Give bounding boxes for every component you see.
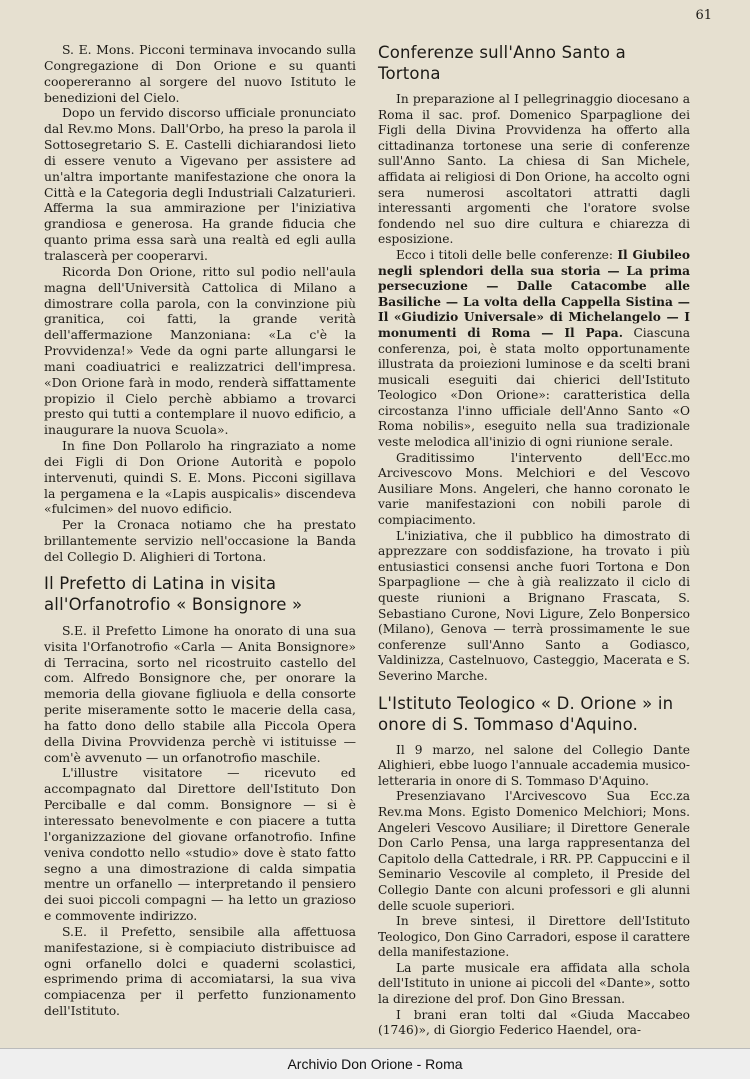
paragraph: In fine Don Pollarolo ha ringraziato a nome dei Figli di Don Orione Autorità e popolo intervenuti, quindi S. E. Mons. Picconi sigillava la pergamena e la «Lapis auspicalis» discendeva «fulcimen» del nuovo edificio. (44, 438, 356, 517)
conference-titles: Il Giubileo negli splendori della sua storia — La prima persecuzione — Dalle Catacombe alle Basiliche — La volta della Cappella Sistina — Il «Giudizio Universale» di Michelangelo — I monumenti di Roma — Il Papa. (378, 247, 691, 340)
paragraph: L'iniziativa, che il pubblico ha dimostrato di apprezzare con soddisfazione, ha trovato i più entusiastici consensi anche fuori Tortona e Don Sparpaglione — che à già realizzato il ciclo di queste riunioni a Brignano Frascata, S. Sebastiano Curone, Novi Ligure, Zelo Bonpersico (Milano), Genova — terrà prossimamente le sue conferenze sull'Anno Santo a Godiasco, Valdinizza, Castelnuovo, Casteggio, Macerata e S. Severino Marche. (378, 528, 690, 683)
paragraph: S.E. il Prefetto, sensibile alla affettuosa manifestazione, si è compiaciuto distribuisce ad ogni orfanello dolci e quaderni scolastici, esprimendo prima di accomiatarsi, la sua viva compiacenza per il perfetto funzionamento dell'Istituto. (44, 923, 356, 1019)
paragraph: S. E. Mons. Picconi terminava invocando sulla Congregazione di Don Orione e su quanti coopereranno al sorgere del nuovo Istituto le benedizioni del Cielo. (44, 42, 356, 105)
article-heading-conferenze: Conferenze sull'Anno Santo a Tortona (378, 43, 626, 83)
article-heading-prefetto: Il Prefetto di Latina in visita all'Orfanotrofio « Bonsignore » (44, 573, 303, 614)
paragraph: Il 9 marzo, nel salone del Collegio Dante Alighieri, ebbe luogo l'annuale accademia musico-letteraria in onore di S. Tommaso D'Aquino. (378, 742, 690, 788)
paragraph-conference-titles (378, 248, 690, 451)
right-column (378, 42, 690, 1039)
paragraph: L'illustre visitatore — ricevuto ed accompagnato dal Direttore dell'Istituto Don Perciballe e dal comm. Bonsignore — si è interessato benevolmente e con piacere a tutta l'organizzazione del giovane orfanotrofio. Infine veniva condotto nello «studio» dove è stato fatto segno a una dimostrazione di calda simpatia mentre un orfanello — interpretando il pensiero dei suoi piccoli compagni — ha letto un grazioso e commovente indirizzo. (44, 765, 356, 924)
archive-footer: Archivio Don Orione - Roma (0, 1048, 750, 1079)
paragraph: Graditissimo l'intervento dell'Ecc.mo Arcivescovo Mons. Melchiori e del Vescovo Ausiliare Mons. Angeleri, che hanno coronato le varie manifestazioni con nobili parole di compiacimento. (378, 450, 690, 528)
titles-intro: Ecco i titoli delle belle conferenze: (396, 247, 613, 262)
paragraph: Dopo un fervido discorso ufficiale pronunciato dal Rev.mo Mons. Dall'Orbo, ha preso la parola il Sottosegretario S. E. Castelli dichiarandosi lieto di essere venuto a Vigevano per assistere ad un'altra importante manifestazione che onora la Città e la Categoria degli Industriali Calzaturieri. Afferma la sua ammirazione per l'iniziativa grandiosa e generosa. Ha grande fiducia che quanto prima essa sarà una realtà ed egli aulla tralascerà per cooperarvi. (44, 105, 356, 263)
page-number: 61 (695, 8, 712, 23)
paragraph: S.E. il Prefetto Limone ha onorato di una sua visita l'Orfanotrofio «Carla — Anita Bonsignore» di Terracina, sorto nel ricostruito castello del com. Alfredo Bonsignore che, per onorare la memoria della giovane figliuola e della consorte perite miseramente sotto le macerie della casa, ha fatto dono dello stabile alla Piccola Opera della Divina Provvidenza perchè vi istituisse — com'è avvenuto — un orfanotrofio maschile. (44, 622, 356, 765)
paragraph: Per la Cronaca notiamo che ha prestato brillantemente servizio nell'occasione la Banda del Collegio D. Alighieri di Tortona. (44, 517, 356, 564)
paragraph: Presenziavano l'Arcivescovo Sua Ecc.za Rev.ma Mons. Egisto Domenico Melchiori; Mons. Angeleri Vescovo Ausiliare; il Direttore Generale Don Carlo Pensa, una larga rappresentanza del Capitolo della Cattedrale, i RR. PP. Cappuccini e il Seminario Vescovile al completo, il Preside del Collegio Dante con alcuni professori e gli alunni delle scuole superiori. (378, 789, 690, 913)
titles-rest: Ciascuna conferenza, poi, è stata molto opportunamente illustrata da proiezioni luminose e da scelti brani musicali eseguiti dai chierici dell'Istituto Teologico «Don Orione»: caratteristica della circostanza l'inno ufficiale dell'Anno Santo «O Roma nobilis», eseguito nella sua tradizionale veste melodica all'inizio di ogni riunione serale. (378, 325, 690, 450)
article-heading-istituto: L'Istituto Teologico « D. Orione » in onore di S. Tommaso d'Aquino. (378, 693, 674, 734)
paragraph: In preparazione al I pellegrinaggio diocesano a Roma il sac. prof. Domenico Sparpaglione dei Figli della Divina Provvidenza ha offerto alla cittadinanza tortonese una serie di conferenze sull'Anno Santo. La chiesa di San Michele, affidata ai religiosi di Don Orione, ha accolto ogni sera numerosi ascoltatori attratti dagli interessanti argomenti che l'oratore svolse fondendo nel suo dire cultura e chiarezza di esposizione. (378, 92, 690, 247)
paragraph: La parte musicale era affidata alla schola dell'Istituto in unione ai piccoli del «Dante», sotto la direzione del prof. Don Gino Bressan. (378, 960, 690, 1007)
paragraph: In breve sintesi, il Direttore dell'Istituto Teologico, Don Gino Carradori, espose il carattere della manifestazione. (378, 914, 690, 960)
left-column (44, 42, 356, 1019)
paragraph: I brani eran tolti dal «Giuda Maccabeo (1746)», di Giorgio Federico Haendel, ora- (378, 1007, 690, 1038)
paragraph: Ricorda Don Orione, ritto sul podio nell'aula magna dell'Università Cattolica di Milano a dimostrare colla parola, con la convinzione più granitica, coi fatti, la grande verità dell'affermazione Manzoniana: «La c'è la Provvidenza!» Vede da ogni parte allungarsi le mani coadiuatrici e realizzatrici dell'impresa. «Don Orione farà in modo, renderà siffattamente propizio il Cielo perchè abbiamo a trovarci presto qui tutti a contemplare il nuovo edificio, a inaugurare la nuova Scuola». (44, 263, 356, 438)
